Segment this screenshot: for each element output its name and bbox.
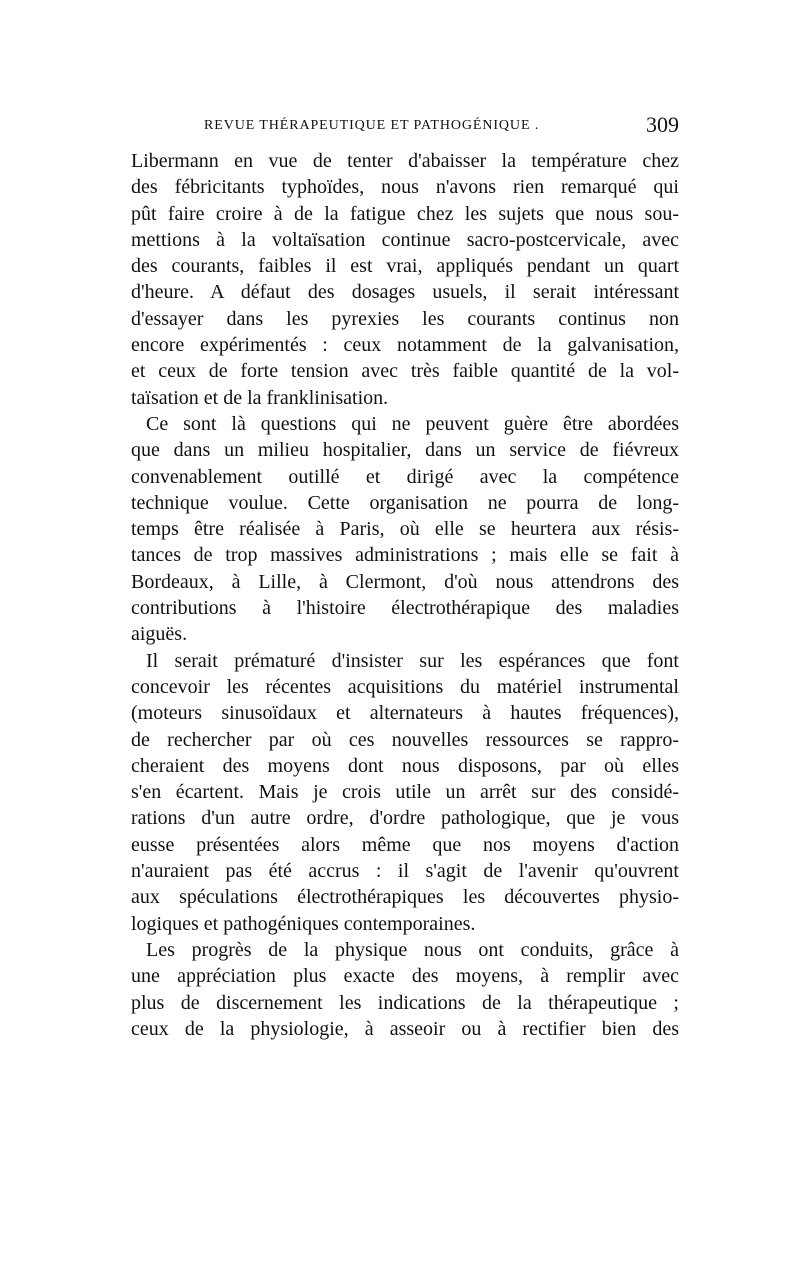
text-line: s'en écartent. Mais je crois utile un arrêt sur des considé-	[131, 781, 679, 804]
text-line: d'essayer dans les pyrexies les courants continus non	[131, 307, 679, 330]
text-line: une appréciation plus exacte des moyens, à remplir avec	[131, 965, 679, 988]
text-line: convenablement outillé et dirigé avec la compétence	[131, 465, 679, 488]
text-line: de rechercher par où ces nouvelles ressources se rappro-	[131, 728, 679, 751]
text-line: (moteurs sinusoïdaux et alternateurs à hautes fréquences),	[131, 702, 679, 725]
text-line: Il serait prématuré d'insister sur les espérances que font	[146, 649, 679, 672]
text-line: temps être réalisée à Paris, où elle se heurtera aux résis-	[131, 518, 679, 541]
text-line: des fébricitants typhoïdes, nous n'avons rien remarqué qui	[131, 176, 679, 199]
page-number: 309	[646, 112, 679, 137]
text-line: Ce sont là questions qui ne peuvent guère être abordées	[146, 412, 679, 435]
text-line: logiques et pathogéniques contemporaines.	[131, 912, 476, 935]
text-line: concevoir les récentes acquisitions du matériel instrumental	[131, 675, 679, 698]
text-line: technique voulue. Cette organisation ne pourra de long-	[131, 491, 679, 514]
text-line: aux spéculations électrothérapiques les découvertes physio-	[131, 886, 679, 909]
text-line: et ceux de forte tension avec très faible quantité de la vol-	[131, 360, 679, 383]
text-line: cheraient des moyens dont nous disposons, par où elles	[131, 754, 679, 777]
text-line: des courants, faibles il est vrai, appliqués pendant un quart	[131, 255, 679, 278]
text-line: rations d'un autre ordre, d'ordre pathologique, que je vous	[131, 807, 679, 830]
running-title	[204, 118, 539, 134]
text-line: d'heure. A défaut des dosages usuels, il serait intéressant	[131, 281, 679, 304]
running-head	[131, 112, 679, 142]
body-text	[131, 148, 679, 1042]
text-line: eusse présentées alors même que nos moyens d'action	[131, 833, 679, 856]
text-line: Libermann en vue de tenter d'abaisser la température chez	[131, 150, 679, 172]
text-line: plus de discernement les indications de la thérapeutique ;	[131, 991, 679, 1014]
text-line: ceux de la physiologie, à asseoir ou à rectifier bien des	[131, 1017, 679, 1040]
text-line: taïsation et de la franklinisation.	[131, 386, 389, 409]
running-title-text: REVUE THÉRAPEUTIQUE ET PATHOGÉNIQUE	[204, 118, 531, 133]
text-line: pût faire croire à de la fatigue chez les sujets que nous sou-	[131, 202, 679, 225]
text-line: tances de trop massives administrations ; mais elle se fait à	[131, 544, 679, 567]
text-line: contributions à l'histoire électrothérapique des maladies	[131, 597, 679, 620]
text-line: n'auraient pas été accrus : il s'agit de l'avenir qu'ouvrent	[131, 860, 679, 883]
text-line: Bordeaux, à Lille, à Clermont, d'où nous attendrons des	[131, 570, 679, 593]
text-line: aiguës.	[131, 623, 188, 646]
running-title-separator: .	[534, 118, 540, 133]
text-line: encore expérimentés : ceux notamment de la galvanisation,	[131, 334, 679, 357]
text-line: mettions à la voltaïsation continue sacro-postcervicale, avec	[131, 228, 679, 251]
text-line: Les progrès de la physique nous ont conduits, grâce à	[146, 938, 679, 961]
text-line: que dans un milieu hospitalier, dans un service de fiévreux	[131, 439, 679, 462]
